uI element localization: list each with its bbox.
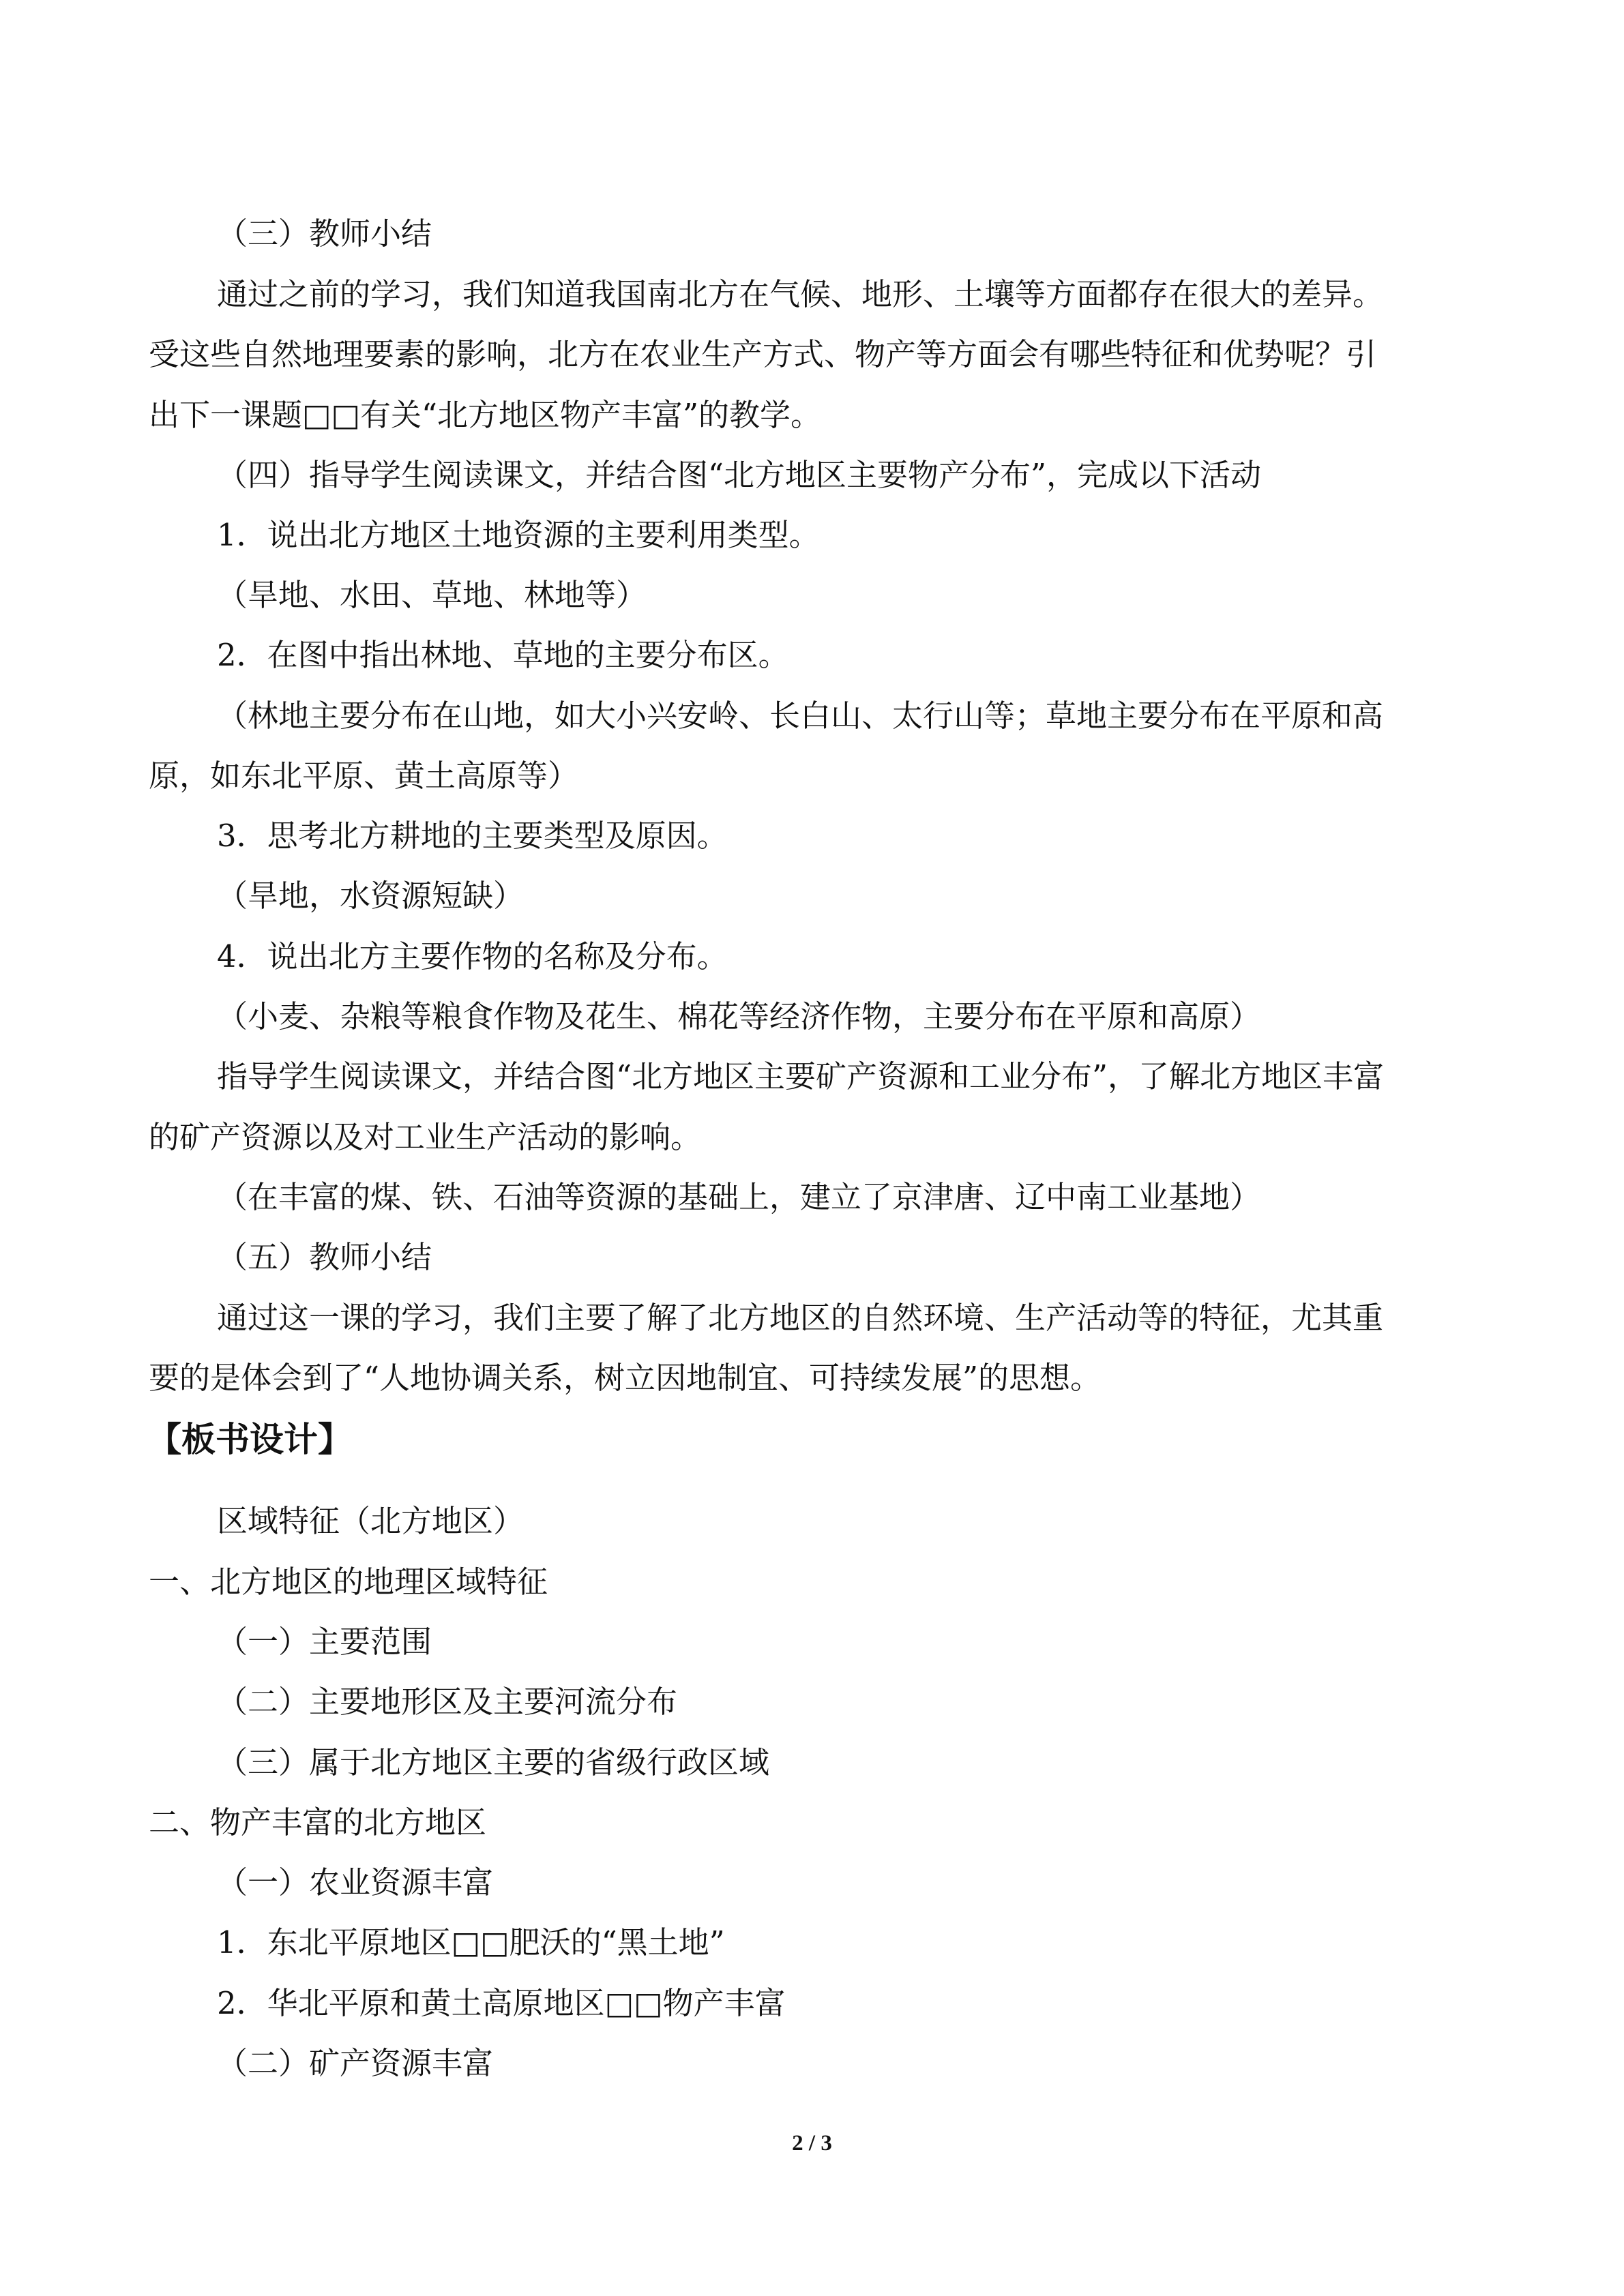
board-item: （二）主要地形区及主要河流分布 (217, 1684, 678, 1720)
answer-5: （在丰富的煤、铁、石油等资源的基础上，建立了京津唐、辽中南工业基地） (217, 1179, 1261, 1215)
paragraph-line: 要的是体会到了“人地协调关系，树立因地制宜、可持续发展”的思想。 (149, 1360, 1102, 1396)
answer-2: （林地主要分布在山地，如大小兴安岭、长白山、太行山等；草地主要分布在平原和高 (217, 698, 1384, 734)
board-item: （二）矿产资源丰富 (217, 2045, 494, 2081)
section-heading: 【板书设计】 (147, 1420, 352, 1459)
board-item: 二、物产丰富的北方地区 (149, 1804, 487, 1840)
paragraph-line: 指导学生阅读课文，并结合图“北方地区主要矿产资源和工业分布”，了解北方地区丰富 (217, 1058, 1385, 1094)
answer-4: （小麦、杂粮等粮食作物及花生、棉花等经济作物，主要分布在平原和高原） (217, 998, 1261, 1034)
answer-2-cont: 原，如东北平原、黄土高原等） (149, 758, 579, 794)
activity-item-1: 1．说出北方地区土地资源的主要利用类型。 (217, 517, 820, 553)
board-item: 一、北方地区的地理区域特征 (149, 1564, 548, 1600)
subheading-4: （四）指导学生阅读课文，并结合图“北方地区主要物产分布”，完成以下活动 (217, 457, 1262, 493)
page-number: 2 / 3 (792, 2131, 832, 2156)
board-item: （一）农业资源丰富 (217, 1864, 494, 1900)
paragraph-line: 通过这一课的学习，我们主要了解了北方地区的自然环境、生产活动等的特征，尤其重 (217, 1300, 1384, 1336)
activity-item-3: 3．思考北方耕地的主要类型及原因。 (217, 818, 728, 854)
activity-item-2: 2．在图中指出林地、草地的主要分布区。 (217, 637, 789, 673)
paragraph-line: 受这些自然地理要素的影响，北方在农业生产方式、物产等方面会有哪些特征和优势呢？引 (149, 336, 1377, 372)
paragraph-line: 出下一课题□□有关“北方地区物产丰富”的教学。 (149, 397, 822, 433)
activity-item-4: 4．说出北方主要作物的名称及分布。 (217, 938, 728, 974)
board-item: （一）主要范围 (217, 1624, 432, 1660)
answer-3: （旱地，水资源短缺） (217, 878, 525, 914)
answer-1: （旱地、水田、草地、林地等） (217, 577, 647, 613)
board-title: 区域特征（北方地区） (217, 1503, 525, 1539)
paragraph-line: 的矿产资源以及对工业生产活动的影响。 (149, 1119, 702, 1155)
board-item: 1．东北平原地区□□肥沃的“黑土地” (217, 1924, 725, 1960)
board-item: 2．华北平原和黄土高原地区□□物产丰富 (217, 1985, 786, 2021)
subheading-3: （三）教师小结 (217, 215, 432, 252)
paragraph-line: 通过之前的学习，我们知道我国南北方在气候、地形、土壤等方面都存在很大的差异。 (217, 276, 1384, 312)
board-item: （三）属于北方地区主要的省级行政区域 (217, 1744, 770, 1780)
subheading-5: （五）教师小结 (217, 1239, 432, 1275)
